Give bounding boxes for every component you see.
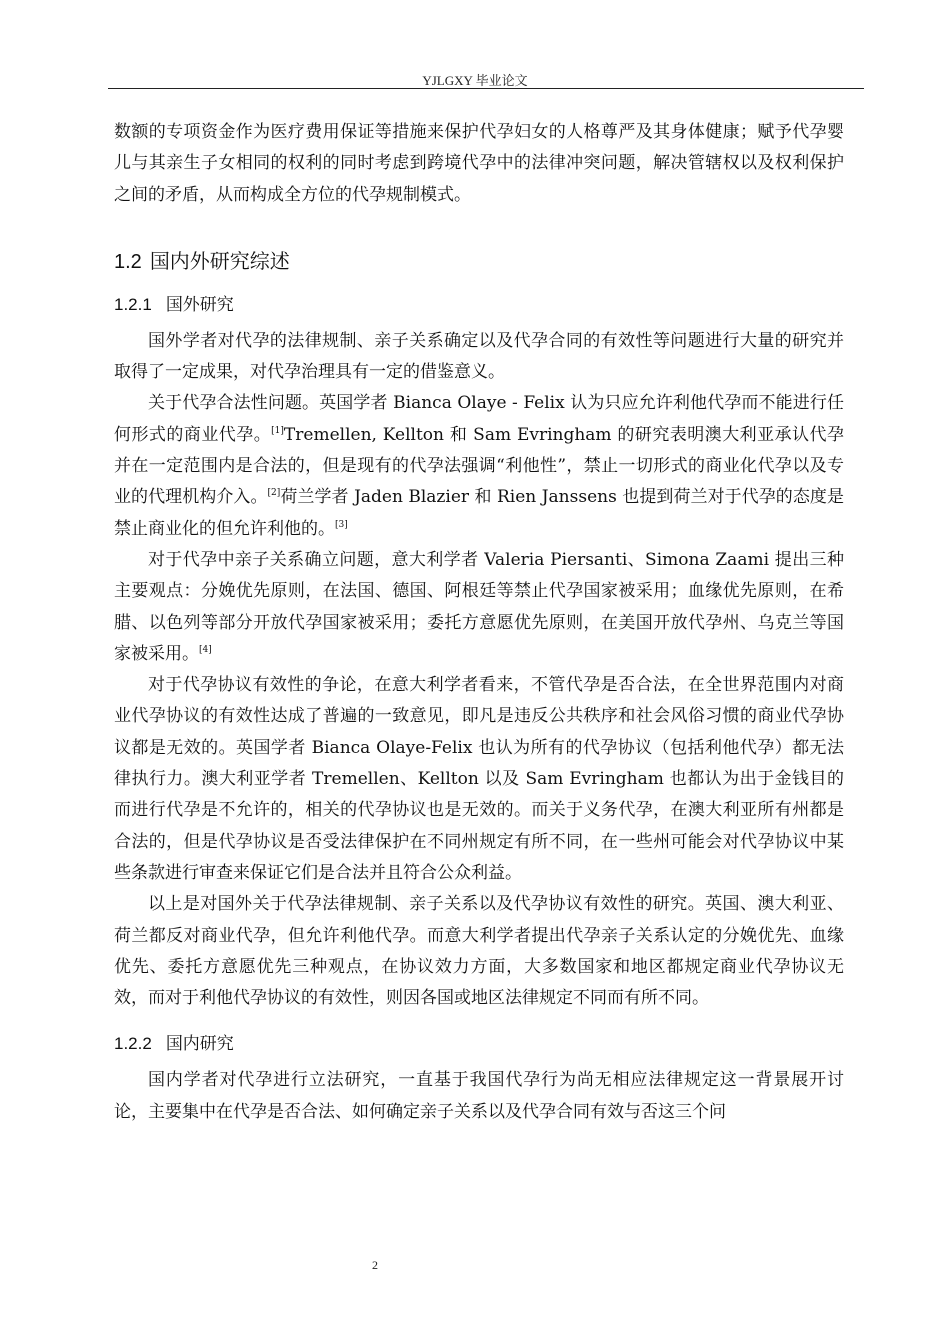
intro-paragraph: 数额的专项资金作为医疗费用保证等措施来保护代孕妇女的人格尊严及其身体健康；赋予代孕婴儿与其亲生子女相同的权利的同时考虑到跨境代孕中的法律冲突问题，解决管辖权以及权利保护之间的矛盾，从而构成全方位的代孕规制模式。 — [114, 122, 844, 205]
agreement-validity-paragraph: 对于代孕协议有效性的争论，在意大利学者看来，不管代孕是否合法，在全世界范围内对商业代孕协议的有效性达成了普遍的一致意见，即凡是违反公共秩序和社会风俗习惯的商业代孕协议都是无效的。英国学者 Bianca Olaye-Felix 也认为所有的代孕协议（包括利他代孕）都无法律执行力。澳大利亚学者 Tremellen、Kellton 以及 Sam Evringham 也都认为出于金钱目的而进行代孕是不允许的，相关的代孕协议也是无效的。而关于义务代孕，在澳大利亚所有州都是合法的，但是代孕协议是否受法律保护在不同州规定有所不同，在一些州可能会对代孕协议中某些条款进行审查来保证它们是合法并且符合公众利益。 — [114, 675, 844, 883]
page-content — [114, 117, 844, 1128]
citation-2: [2] — [267, 488, 281, 499]
section-title: 国内外研究综述 — [149, 248, 290, 273]
section-heading-1-2 — [114, 248, 844, 275]
subsection-heading-1-2-1 — [114, 293, 844, 317]
subsection-heading-1-2-2 — [114, 1032, 844, 1056]
foreign-summary-paragraph: 以上是对国外关于代孕法律规制、亲子关系以及代孕协议有效性的研究。英国、澳大利亚、荷兰都反对商业代孕，但允许利他代孕。而意大利学者提出代孕亲子关系认定的分娩优先、血缘优先、委托方意愿优先三种观点，在协议效力方面，大多数国家和地区都规定商业代孕协议无效，而对于利他代孕协议的有效性，则因各国或地区法律规定不同而有所不同。 — [114, 894, 844, 1009]
subsection-number: 1.2.1 — [114, 294, 152, 314]
legality-text-b: Tremellen, Kellton 和 Sam Evringham 的研究表明澳大利亚承认代孕并在一定范围内是合法的，但是现有的代孕法强调“利他性”，禁止一切形式的商业化代孕以及专业的代理机构介入。 — [114, 424, 844, 508]
header-rule — [108, 88, 864, 89]
section-number: 1.2 — [114, 250, 142, 273]
subsection-title: 国外研究 — [165, 294, 234, 315]
legality-paragraph — [114, 388, 844, 544]
foreign-research-intro: 国外学者对代孕的法律规制、亲子关系确定以及代孕合同的有效性等问题进行大量的研究并取得了一定成果，对代孕治理具有一定的借鉴意义。 — [114, 330, 844, 383]
citation-3: [3] — [335, 519, 348, 530]
subsection-number: 1.2.2 — [114, 1034, 152, 1054]
citation-1: [1] — [271, 425, 284, 436]
domestic-research-paragraph: 国内学者对代孕进行立法研究，一直基于我国代孕行为尚无相应法律规定这一背景展开讨论，主要集中在代孕是否合法、如何确定亲子关系以及代孕合同有效与否这三个问 — [114, 1070, 844, 1122]
legality-text-c: 荷兰学者 Jaden Blazier 和 Rien Janssens 也提到荷兰对于代孕的态度是禁止商业化的但允许利他的。 — [114, 487, 844, 539]
subsection-title: 国内研究 — [165, 1034, 234, 1055]
page-header: YJLGXY 毕业论文 — [422, 73, 528, 88]
page-number: 2 — [372, 1258, 378, 1272]
parentage-text: 对于代孕中亲子关系确立问题，意大利学者 Valeria Piersanti、Simona Zaami 提出三种主要观点：分娩优先原则，在法国、德国、阿根廷等禁止代孕国家被采用；血缘优先原则，在希腊、以色列等部分开放代孕国家被采用；委托方意愿优先原则，在美国开放代孕州、乌克兰等国家被采用。 — [114, 549, 844, 664]
citation-4: [4] — [199, 644, 212, 655]
legality-text-a: 关于代孕合法性问题。英国学者 Bianca Olaye - Felix 认为只应允许利他代孕而不能进行任何形式的商业代孕。 — [114, 393, 844, 445]
parentage-paragraph — [114, 545, 844, 670]
